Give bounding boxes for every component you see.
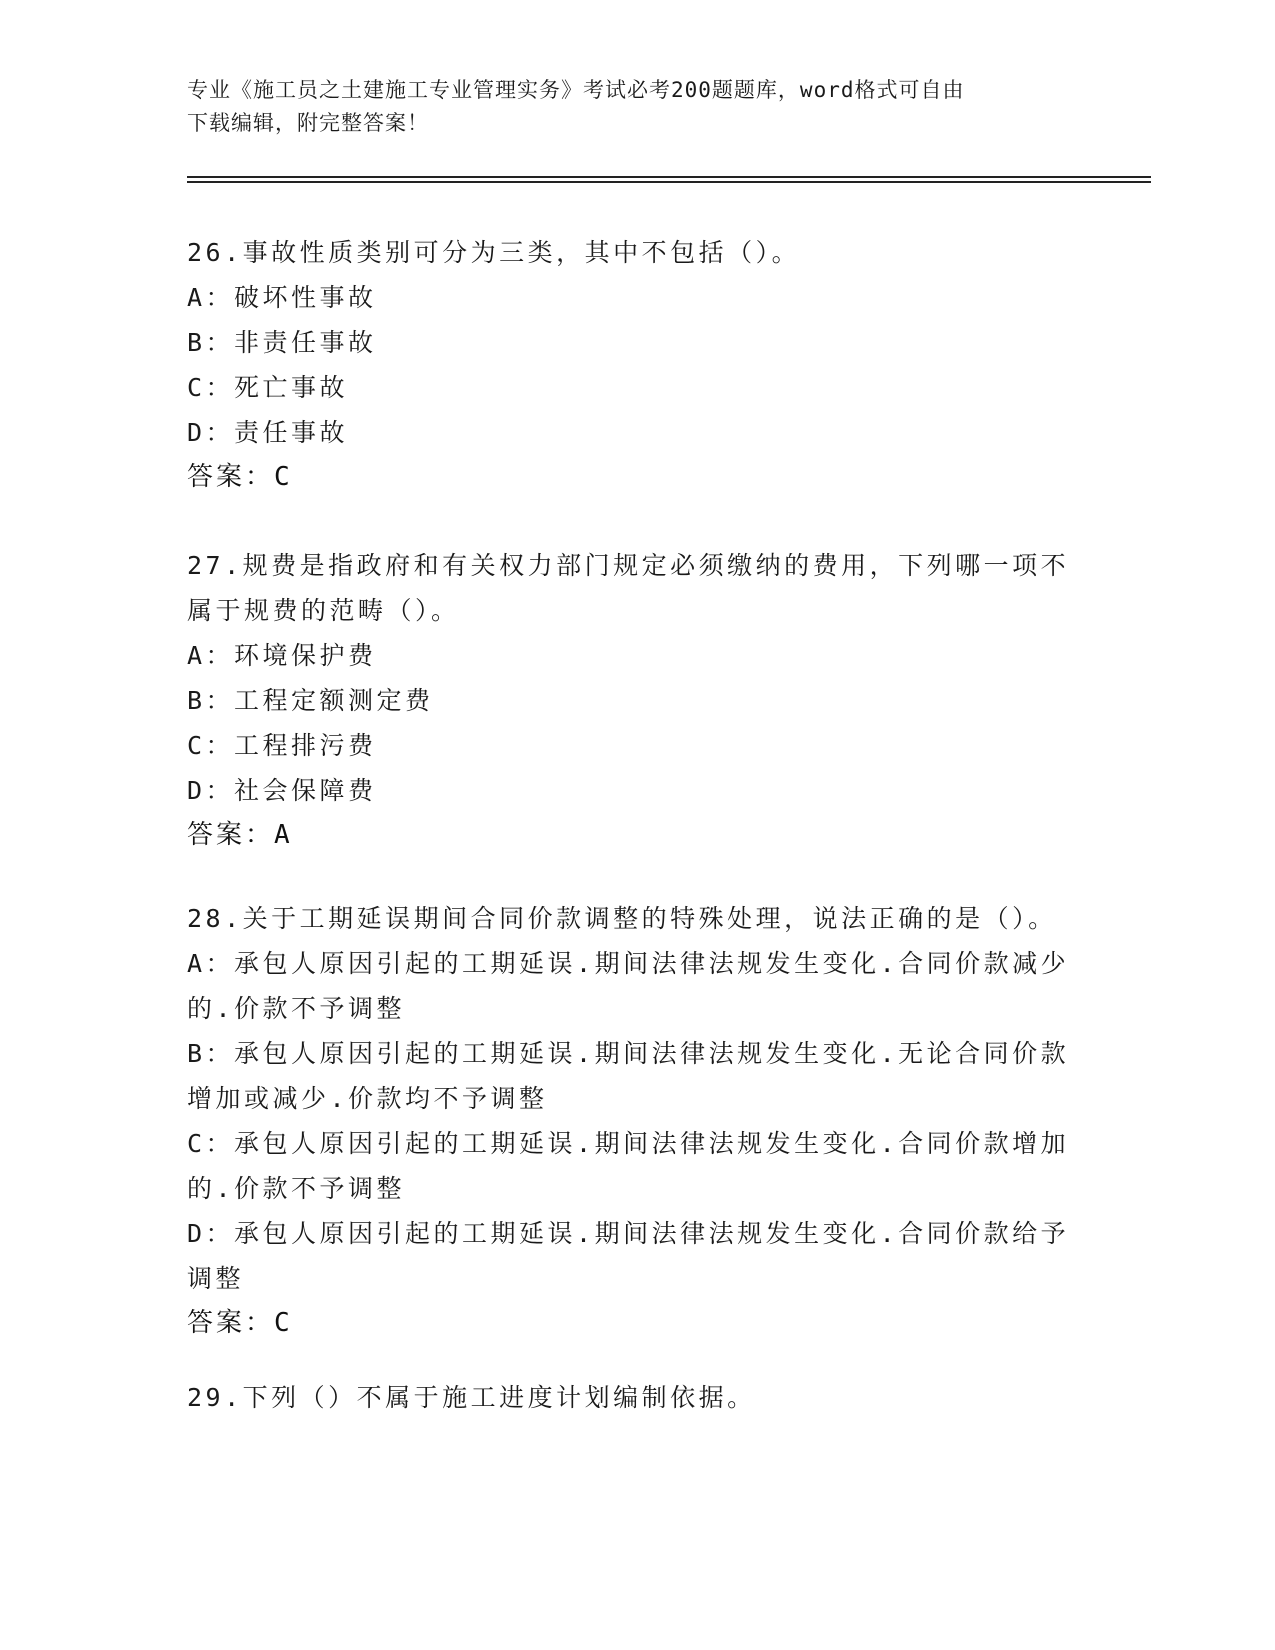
option-c: C：承包人原因引起的工期延误.期间法律法规发生变化.合同价款增加: [187, 1129, 1070, 1158]
option-b: B：非责任事故: [187, 328, 377, 357]
option-b: B：承包人原因引起的工期延误.期间法律法规发生变化.无论合同价款: [187, 1039, 1070, 1068]
option-c: C：工程排污费: [187, 731, 377, 760]
question-28: [187, 896, 1087, 1346]
option-a: A：环境保护费: [187, 641, 377, 670]
question-26: [187, 230, 1087, 500]
answer-value: C: [274, 462, 292, 492]
question-stem: 26.事故性质类别可分为三类，其中不包括（）。: [187, 238, 801, 267]
answer-label: 答案：: [187, 820, 275, 850]
question-stem-continued: 属于规费的范畴（）。: [187, 596, 460, 625]
option-a-continued: 的.价款不予调整: [187, 994, 406, 1023]
option-b: B：工程定额测定费: [187, 686, 434, 715]
question-stem: 29.下列（）不属于施工进度计划编制依据。: [187, 1383, 756, 1412]
header-line-1: 专业《施工员之土建施工专业管理实务》考试必考200题题库，word格式可自由: [187, 78, 965, 102]
option-d: D：社会保障费: [187, 776, 377, 805]
answer-line: [187, 813, 1087, 858]
option-b-continued: 增加或减少.价款均不予调整: [187, 1084, 548, 1113]
answer-line: [187, 1301, 1087, 1346]
answer-value: C: [274, 1308, 292, 1338]
option-c: C：死亡事故: [187, 373, 349, 402]
option-d: D：责任事故: [187, 418, 349, 447]
document-header: [187, 74, 1087, 140]
option-c-continued: 的.价款不予调整: [187, 1174, 406, 1203]
header-divider-top: [187, 176, 1151, 178]
question-stem: 28.关于工期延误期间合同价款调整的特殊处理，说法正确的是（）。: [187, 904, 1057, 933]
question-stem: 27.规费是指政府和有关权力部门规定必须缴纳的费用，下列哪一项不: [187, 551, 1070, 580]
option-a: A：承包人原因引起的工期延误.期间法律法规发生变化.合同价款减少: [187, 949, 1070, 978]
option-d-continued: 调整: [187, 1264, 245, 1293]
header-line-2: 下载编辑，附完整答案！: [187, 111, 429, 135]
question-29: [187, 1375, 1087, 1420]
answer-value: A: [274, 820, 292, 850]
header-divider-bottom: [187, 181, 1151, 183]
option-a: A：破坏性事故: [187, 283, 377, 312]
option-d: D：承包人原因引起的工期延误.期间法律法规发生变化.合同价款给予: [187, 1219, 1070, 1248]
answer-label: 答案：: [187, 462, 275, 492]
answer-line: [187, 455, 1087, 500]
answer-label: 答案：: [187, 1308, 275, 1338]
question-27: [187, 543, 1087, 858]
